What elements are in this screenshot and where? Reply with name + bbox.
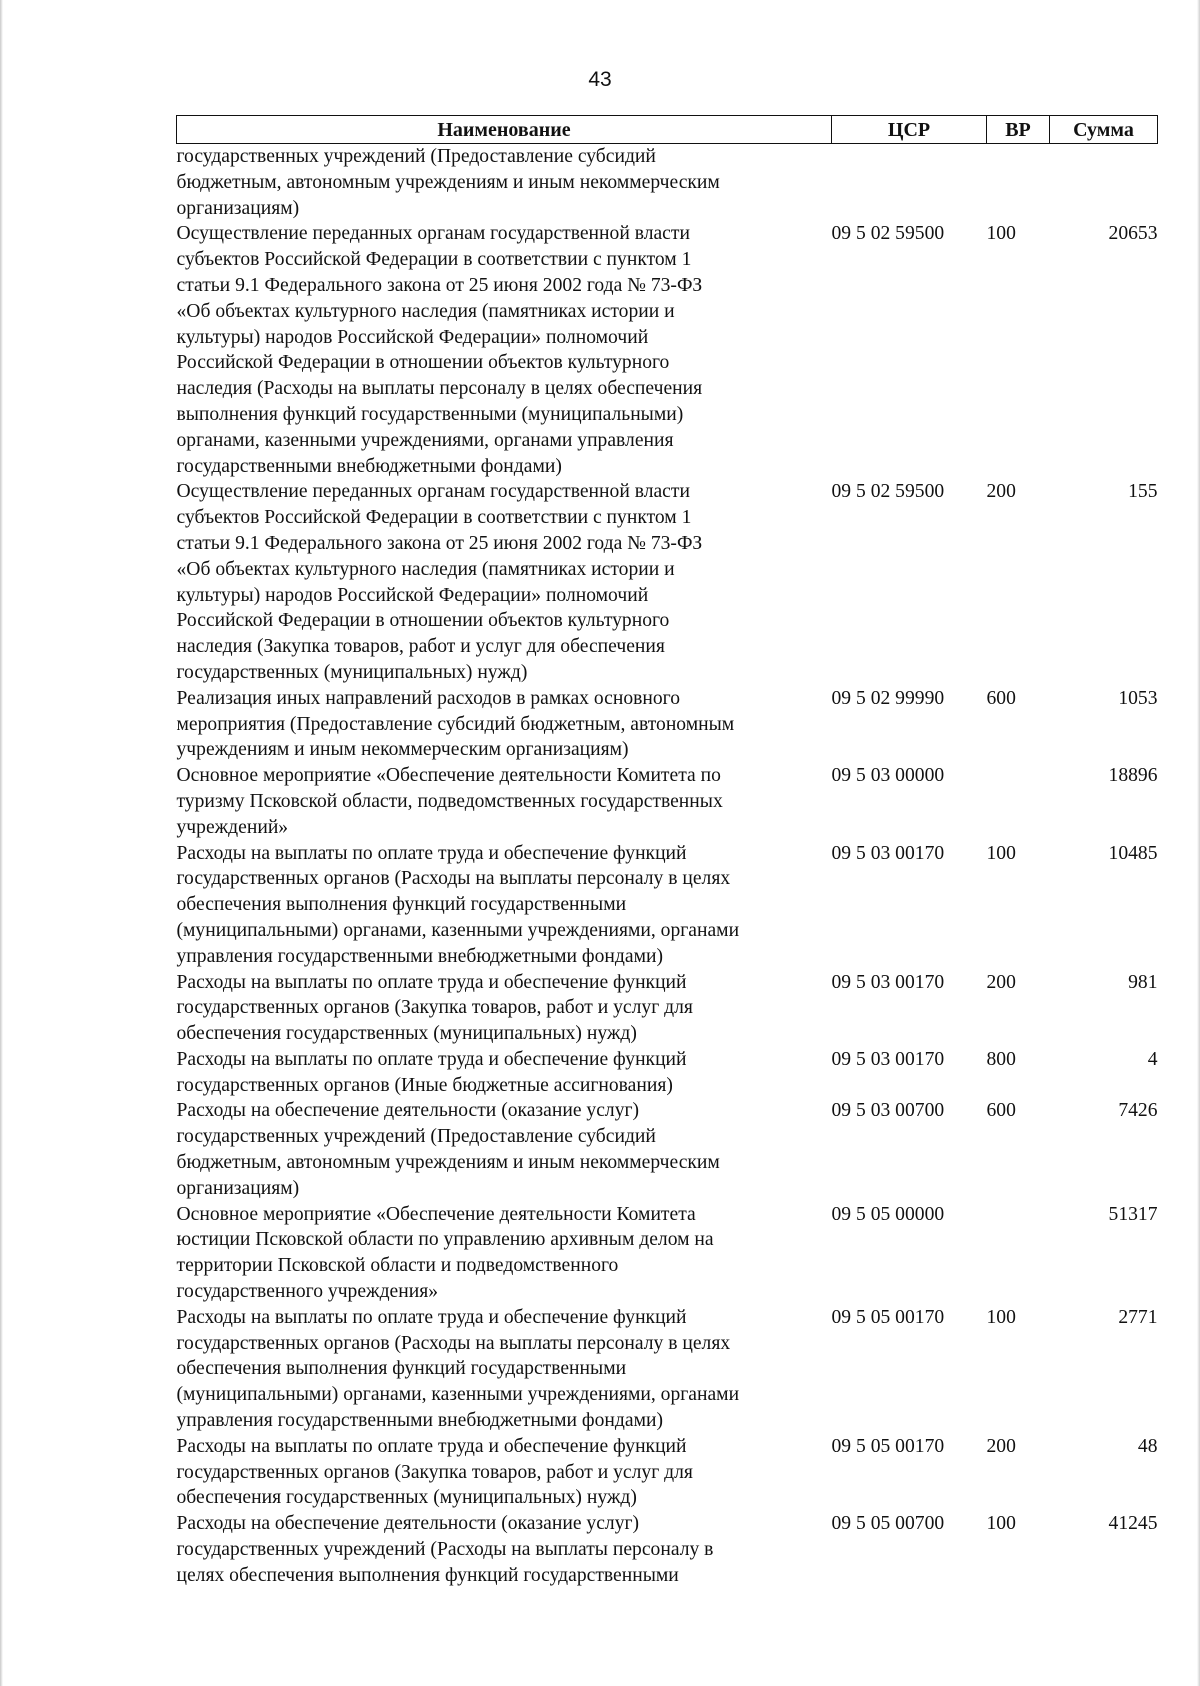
row-code: 09 5 03 00170 (831, 1048, 945, 1070)
row-name-line: бюджетным, автономным учреждениям и иным некоммерческим (176, 1152, 720, 1174)
row-code: 09 5 02 59500 (831, 223, 945, 245)
row-name-line: органами, казенными учреждениями, органами управления (176, 429, 674, 451)
row-sum: 1053 (1118, 687, 1158, 709)
row-name (177, 763, 832, 840)
row-code: 09 5 05 00170 (831, 1306, 945, 1328)
row-name (177, 221, 832, 479)
row-name-line: выполнения функций государственными (муниципальными) (176, 403, 684, 425)
row-name-line: Основное мероприятие «Обеспечение деятельности Комитета по (176, 765, 721, 787)
row-vr: 100 (986, 223, 1016, 245)
row-code: 09 5 02 59500 (831, 481, 945, 503)
row-code: 09 5 03 00170 (831, 971, 945, 993)
row-name-line: управления государственными внебюджетными фондами) (176, 1410, 663, 1432)
table-row (177, 841, 1158, 970)
row-name-line: Расходы на обеспечение деятельности (оказание услуг) (176, 1513, 640, 1535)
row-sum: 51317 (1108, 1203, 1158, 1225)
row-name-line: государственных органов (Иные бюджетные ассигнования) (176, 1074, 673, 1096)
row-sum (1050, 144, 1158, 222)
row-name-line: организациям) (176, 1177, 300, 1199)
scan-edge-left (0, 0, 3, 1686)
row-name-line: Расходы на выплаты по оплате труда и обеспечение функций (176, 1048, 687, 1070)
row-name-line: Основное мероприятие «Обеспечение деятельности Комитета (176, 1203, 696, 1225)
row-name-line: (муниципальными) органами, казенными учреждениями, органами (176, 1384, 740, 1406)
row-name (177, 841, 832, 970)
row-name (177, 479, 832, 685)
table-row (177, 686, 1158, 763)
table-row (177, 1305, 1158, 1434)
row-vr: 200 (986, 481, 1016, 503)
row-name-line: Реализация иных направлений расходов в рамках основного (176, 687, 681, 709)
row-name-line: государственных учреждений (Расходы на выплаты персоналу в (176, 1539, 714, 1561)
row-name-line: Расходы на выплаты по оплате труда и обеспечение функций (176, 971, 687, 993)
row-vr (987, 763, 1050, 840)
row-name-line: учреждений» (176, 816, 289, 838)
table-row (177, 1434, 1158, 1511)
header-sum: Сумма (1050, 116, 1158, 144)
row-sum: 155 (1128, 481, 1158, 503)
row-name-line: государственных органов (Закупка товаров, работ и услуг для (176, 1461, 693, 1483)
row-sum: 10485 (1108, 842, 1158, 864)
row-name (177, 1202, 832, 1305)
row-name-line: Расходы на выплаты по оплате труда и обеспечение функций (176, 1435, 687, 1457)
table-row (177, 479, 1158, 685)
header-vr: ВР (987, 116, 1050, 144)
row-name (177, 1305, 832, 1434)
row-vr: 100 (986, 1513, 1016, 1535)
row-name-line: туризму Псковской области, подведомственных государственных (176, 790, 723, 812)
budget-table (176, 115, 1158, 1589)
row-vr (987, 1202, 1050, 1305)
row-code: 09 5 03 00700 (831, 1100, 945, 1122)
row-name-line: управления государственными внебюджетными фондами) (176, 945, 663, 967)
row-name-line: культуры) народов Российской Федерации» полномочий (176, 326, 649, 348)
row-code: 09 5 03 00000 (831, 765, 945, 787)
row-name-line: обеспечения государственных (муниципальных) нужд) (176, 1023, 637, 1045)
row-name-line: Российской Федерации в отношении объектов культурного (176, 610, 670, 632)
row-code: 09 5 05 00170 (831, 1435, 945, 1457)
row-name-line: обеспечения выполнения функций государственными (176, 1358, 627, 1380)
row-sum: 981 (1128, 971, 1158, 993)
row-code: 09 5 05 00700 (831, 1513, 945, 1535)
row-name-line: обеспечения государственных (муниципальных) нужд) (176, 1487, 637, 1509)
table-row (177, 221, 1158, 479)
row-vr: 100 (986, 1306, 1016, 1328)
row-name-line: целях обеспечения выполнения функций государственными (176, 1564, 679, 1586)
row-code: 09 5 03 00170 (831, 842, 945, 864)
row-vr: 200 (986, 1435, 1016, 1457)
table-row (177, 970, 1158, 1047)
row-name-line: «Об объектах культурного наследия (памятниках истории и (176, 300, 675, 322)
row-name-line: Расходы на обеспечение деятельности (оказание услуг) (176, 1100, 640, 1122)
row-name (177, 1098, 832, 1201)
row-name-line: наследия (Закупка товаров, работ и услуг для обеспечения (176, 636, 665, 658)
row-name-line: государственных органов (Расходы на выплаты персоналу в целях (176, 868, 731, 890)
row-name-line: государственного учреждения» (176, 1281, 439, 1303)
row-name-line: государственных учреждений (Предоставление субсидий (176, 146, 656, 167)
row-vr: 600 (986, 687, 1016, 709)
row-sum: 20653 (1108, 223, 1158, 245)
table-row (177, 1047, 1158, 1099)
row-sum: 48 (1137, 1435, 1158, 1457)
row-name-line: Расходы на выплаты по оплате труда и обеспечение функций (176, 1306, 687, 1328)
row-name-line: государственных учреждений (Предоставление субсидий (176, 1126, 656, 1148)
table-header (177, 116, 1158, 144)
table-row (177, 144, 1158, 222)
row-vr: 600 (986, 1100, 1016, 1122)
row-name-line: обеспечения выполнения функций государственными (176, 894, 627, 916)
row-name-line: статьи 9.1 Федерального закона от 25 июня 2002 года № 73-ФЗ (176, 274, 703, 296)
row-name-line: субъектов Российской Федерации в соответствии с пунктом 1 (176, 507, 692, 529)
row-name-line: (муниципальными) органами, казенными учреждениями, органами (176, 919, 740, 941)
row-name-line: территории Псковской области и подведомственного (176, 1255, 619, 1277)
row-name-line: Российской Федерации в отношении объектов культурного (176, 352, 670, 374)
row-vr (987, 144, 1050, 222)
row-name-line: организациям) (176, 197, 300, 219)
row-name-line: учреждениям и иным некоммерческим организациям) (176, 739, 629, 761)
row-name (177, 1047, 832, 1099)
row-name-line: государственными внебюджетными фондами) (176, 455, 562, 477)
row-name-line: государственных (муниципальных) нужд) (176, 661, 528, 683)
table-row (177, 1098, 1158, 1201)
header-code: ЦСР (832, 116, 987, 144)
row-vr: 800 (986, 1048, 1016, 1070)
row-name-line: государственных органов (Расходы на выплаты персоналу в целях (176, 1332, 731, 1354)
row-vr: 200 (986, 971, 1016, 993)
row-name-line: статьи 9.1 Федерального закона от 25 июня 2002 года № 73-ФЗ (176, 532, 703, 554)
table-row (177, 1511, 1158, 1588)
row-sum: 41245 (1108, 1513, 1158, 1535)
row-vr: 100 (986, 842, 1016, 864)
row-name-line: юстиции Псковской области по управлению архивным делом на (176, 1229, 714, 1251)
row-sum: 18896 (1108, 765, 1158, 787)
table-row (177, 1202, 1158, 1305)
row-name-line: бюджетным, автономным учреждениям и иным некоммерческим (176, 171, 720, 193)
row-name (177, 686, 832, 763)
row-code (832, 144, 987, 222)
row-name (177, 970, 832, 1047)
page-number: 43 (588, 68, 612, 91)
row-sum: 2771 (1118, 1306, 1158, 1328)
row-sum: 7426 (1118, 1100, 1158, 1122)
header-name: Наименование (177, 116, 832, 144)
row-name-line: Осуществление переданных органам государственной власти (176, 481, 690, 503)
row-name-line: наследия (Расходы на выплаты персоналу в целях обеспечения (176, 378, 703, 400)
header-row (177, 116, 1158, 144)
row-name-line: Расходы на выплаты по оплате труда и обеспечение функций (176, 842, 687, 864)
row-sum: 4 (1147, 1048, 1158, 1070)
row-code: 09 5 02 99990 (831, 687, 945, 709)
row-name-line: «Об объектах культурного наследия (памятниках истории и (176, 558, 675, 580)
row-name (177, 1511, 832, 1588)
row-code: 09 5 05 00000 (831, 1203, 945, 1225)
row-name (177, 144, 832, 222)
row-name-line: мероприятия (Предоставление субсидий бюджетным, автономным (176, 713, 735, 735)
table-body (177, 144, 1158, 1589)
row-name-line: культуры) народов Российской Федерации» полномочий (176, 584, 649, 606)
row-name (177, 1434, 832, 1511)
row-name-line: Осуществление переданных органам государственной власти (176, 223, 690, 245)
row-name-line: субъектов Российской Федерации в соответствии с пунктом 1 (176, 249, 692, 271)
row-name-line: государственных органов (Закупка товаров, работ и услуг для (176, 997, 693, 1019)
table-row (177, 763, 1158, 840)
